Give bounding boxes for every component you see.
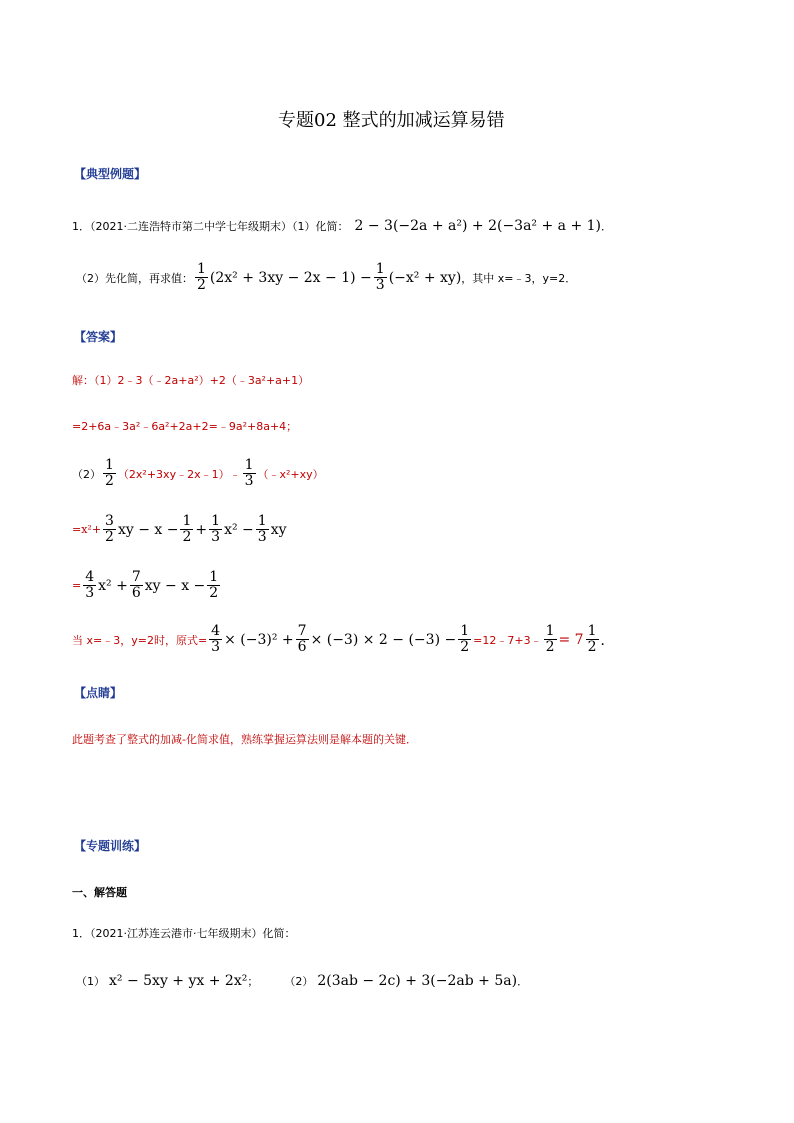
question-2-prefix: （2）先化简，再求值： [76,271,193,285]
answer-line-5 [72,570,222,602]
training-question-1-parts [76,973,528,989]
sub2-label: （2） [284,975,314,988]
fraction-one-third: $\frac{1}{3}$ [244,457,254,490]
fraction-one-third: $\frac{1}{3}$ [257,513,267,546]
question-2-suffix: ，其中 x=﹣3，y=2． [461,271,577,285]
sub1-expression: x² − 5xy + yx + 2x² [109,973,248,989]
answer-line-2: =2+6a﹣3a²﹣6a²+2a+2=﹣9a²+8a+4； [72,420,298,433]
question-2-part1: (2x² + 3xy − 2x − 1) − [209,269,372,286]
answer-line-5-a: = [72,579,82,593]
answer-line-4-c: + [195,521,208,538]
fraction-one-third: $\frac{1}{3}$ [211,513,221,546]
answer-line-4-e: xy [270,521,287,538]
fraction-one-half: $\frac{1}{2}$ [587,623,597,656]
answer-line-6-d: = 7 [558,631,584,648]
answer-line-5-c: xy − x − [144,577,206,594]
answer-line-4-a: =x²+ [72,523,102,537]
answer-line-4-d: x² − [224,521,254,538]
answer-line-3-end: （﹣x²+xy） [257,467,324,481]
question-1-expression: 2 − 3(−2a + a²) + 2(−3a² + a + 1) [354,218,602,234]
question-2-part2: (−x² + xy) [388,269,462,286]
question-2 [76,262,576,294]
fraction-seven-sixths: $\frac{7}{6}$ [131,569,141,602]
sub2-expression: 2(3ab − 2c) + 3(−2ab + 5a) [317,973,518,989]
question-1-prefix: 1．（2021·二连浩特市第二中学七年级期末）（1）化简： [72,220,349,233]
answer-line-3-prefix: （2） [72,467,101,481]
sub1-label: （1） [76,975,105,988]
answer-line-6-a: × (−3)² + [224,631,294,648]
fraction-one-half: $\frac{1}{2}$ [545,623,555,656]
fraction-one-half: $\frac{1}{2}$ [460,623,470,656]
answer-line-3 [72,458,324,490]
sub1-separator: ； [247,975,259,988]
comment-text: 此题考查了整式的加减-化简求值，熟练掌握运算法则是解本题的关键． [72,733,417,746]
sub2-end: ． [517,975,529,988]
fraction-one-half: $\frac{1}{2}$ [182,513,192,546]
fraction-three-halves: $\frac{3}{2}$ [105,513,114,546]
question-1-end: ． [601,220,613,233]
answer-line-6-b: × (−3) × 2 − (−3) − [310,631,457,648]
section-examples-heading: 【典型例题】 [74,167,147,181]
answer-line-6-c: =12﹣7+3﹣ [473,633,542,647]
answer-line-6-end: ． [600,632,615,649]
answer-line-3-mid: （2x²+3xy﹣2x﹣1）﹣ [117,467,241,481]
answer-line-4 [72,514,287,546]
answer-line-6 [72,624,615,656]
fraction-one-third: $\frac{1}{3}$ [375,261,385,294]
page-title: 专题02 整式的加减运算易错 [278,110,505,131]
answer-line-1: 解：（1）2﹣3（﹣2a+a²）+2（﹣3a²+a+1） [72,374,310,387]
section-training-heading: 【专题训练】 [74,839,147,853]
fraction-one-half: $\frac{1}{2}$ [209,569,219,602]
answer-line-4-b: xy − x − [117,521,179,538]
section-comment-heading: 【点睛】 [74,686,123,700]
fraction-seven-sixths: $\frac{7}{6}$ [297,623,307,656]
answer-line-6-prefix: 当 x=﹣3，y=2时，原式= [72,633,208,647]
training-question-1: 1．（2021·江苏连云港市·七年级期末）化简： [72,927,296,940]
training-heading: 一、解答题 [72,886,127,899]
section-answer-heading: 【答案】 [74,330,123,344]
fraction-four-thirds: $\frac{4}{3}$ [211,623,221,656]
question-1 [72,218,612,234]
answer-line-5-b: x² + [98,577,128,594]
fraction-one-half: $\frac{1}{2}$ [197,261,206,294]
fraction-four-thirds: $\frac{4}{3}$ [85,569,95,602]
fraction-one-half: $\frac{1}{2}$ [105,457,114,490]
